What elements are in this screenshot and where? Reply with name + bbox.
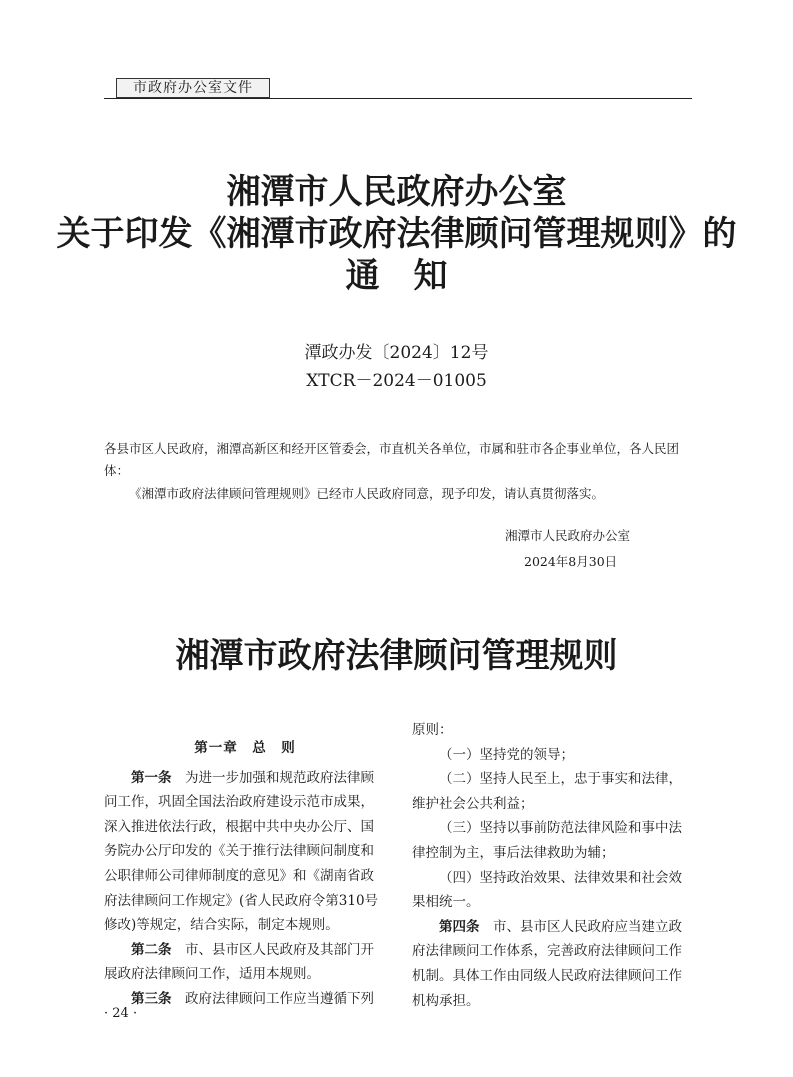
article-4-label: 第四条 — [439, 918, 480, 935]
notice-title-line2: 关于印发《湘潭市政府法律顾问管理规则》的 — [56, 214, 737, 254]
notice-body: 《湘潭市政府法律顾问管理规则》已经市人民政府同意，现予印发，请认真贯彻落实。 — [129, 486, 605, 501]
notice-date: 2024年8月30日 — [524, 554, 618, 569]
article-2-text: 市、县市区人民政府及其部门开展政府法律顾问工作，适用本规则。 — [104, 941, 374, 983]
article-3-text: 政府法律顾问工作应当遵循下列 — [171, 990, 374, 1007]
addressees: 各县市区人民政府，湘潭高新区和经开区管委会，市直机关各单位，市属和驻市各企事业单位，各人民团体： — [104, 441, 680, 478]
principle-item: （一）坚持党的领导； — [439, 746, 574, 763]
header-rule — [104, 98, 692, 99]
signatory: 湘潭市人民政府办公室 — [505, 528, 631, 543]
notice-title-line1: 湘潭市人民政府办公室 — [226, 172, 567, 212]
article-2 — [104, 938, 386, 987]
principle-item: （二）坚持人民至上，忠于事实和法律，维护社会公共利益； — [412, 771, 682, 812]
article-3-label: 第三条 — [131, 990, 172, 1007]
article-1 — [104, 766, 386, 938]
article-4 — [412, 915, 694, 1013]
article-2-label: 第二条 — [131, 941, 172, 958]
article-3-continuation: 原则： — [412, 722, 453, 738]
page-number: · 24 · — [104, 1006, 138, 1021]
document-category-tag: 市政府办公室文件 — [116, 78, 270, 98]
principle-item: （三）坚持以事前防范法律风险和事中法律控制为主，事后法律救助为辅； — [412, 820, 682, 861]
chapter-heading: 第一章 总 则 — [194, 740, 296, 756]
article-1-label: 第一条 — [131, 769, 172, 786]
left-column — [104, 736, 386, 1012]
document-number: 潭政办发〔2024〕12号 — [304, 343, 489, 363]
article-3 — [104, 987, 386, 1012]
right-column — [412, 718, 694, 1013]
registration-number: XTCR－2024－01005 — [306, 371, 487, 391]
principle-item: （四）坚持政治效果、法律效果和社会效果相统一。 — [412, 869, 682, 911]
article-4-text: 市、县市区人民政府应当建立政府法律顾问工作体系，完善政府法律顾问工作机制。具体工作由同级人民政府法律顾问工作机构承担。 — [412, 918, 682, 1009]
notice-title-line3: 通 知 — [345, 256, 448, 296]
rules-title: 湘潭市政府法律顾问管理规则 — [175, 636, 618, 676]
article-1-text: 为进一步加强和规范政府法律顾问工作，巩固全国法治政府建设示范市成果，深入推进依法行政，根据中共中央办公厅、国务院办公厅印发的《关于推行法律顾问制度和公职律师公司律师制度的意见》和《湖南省政府法律顾问工作规定》(省人民政府令第310号修改)等规定，结合实际，制定本规则。 — [104, 769, 379, 934]
